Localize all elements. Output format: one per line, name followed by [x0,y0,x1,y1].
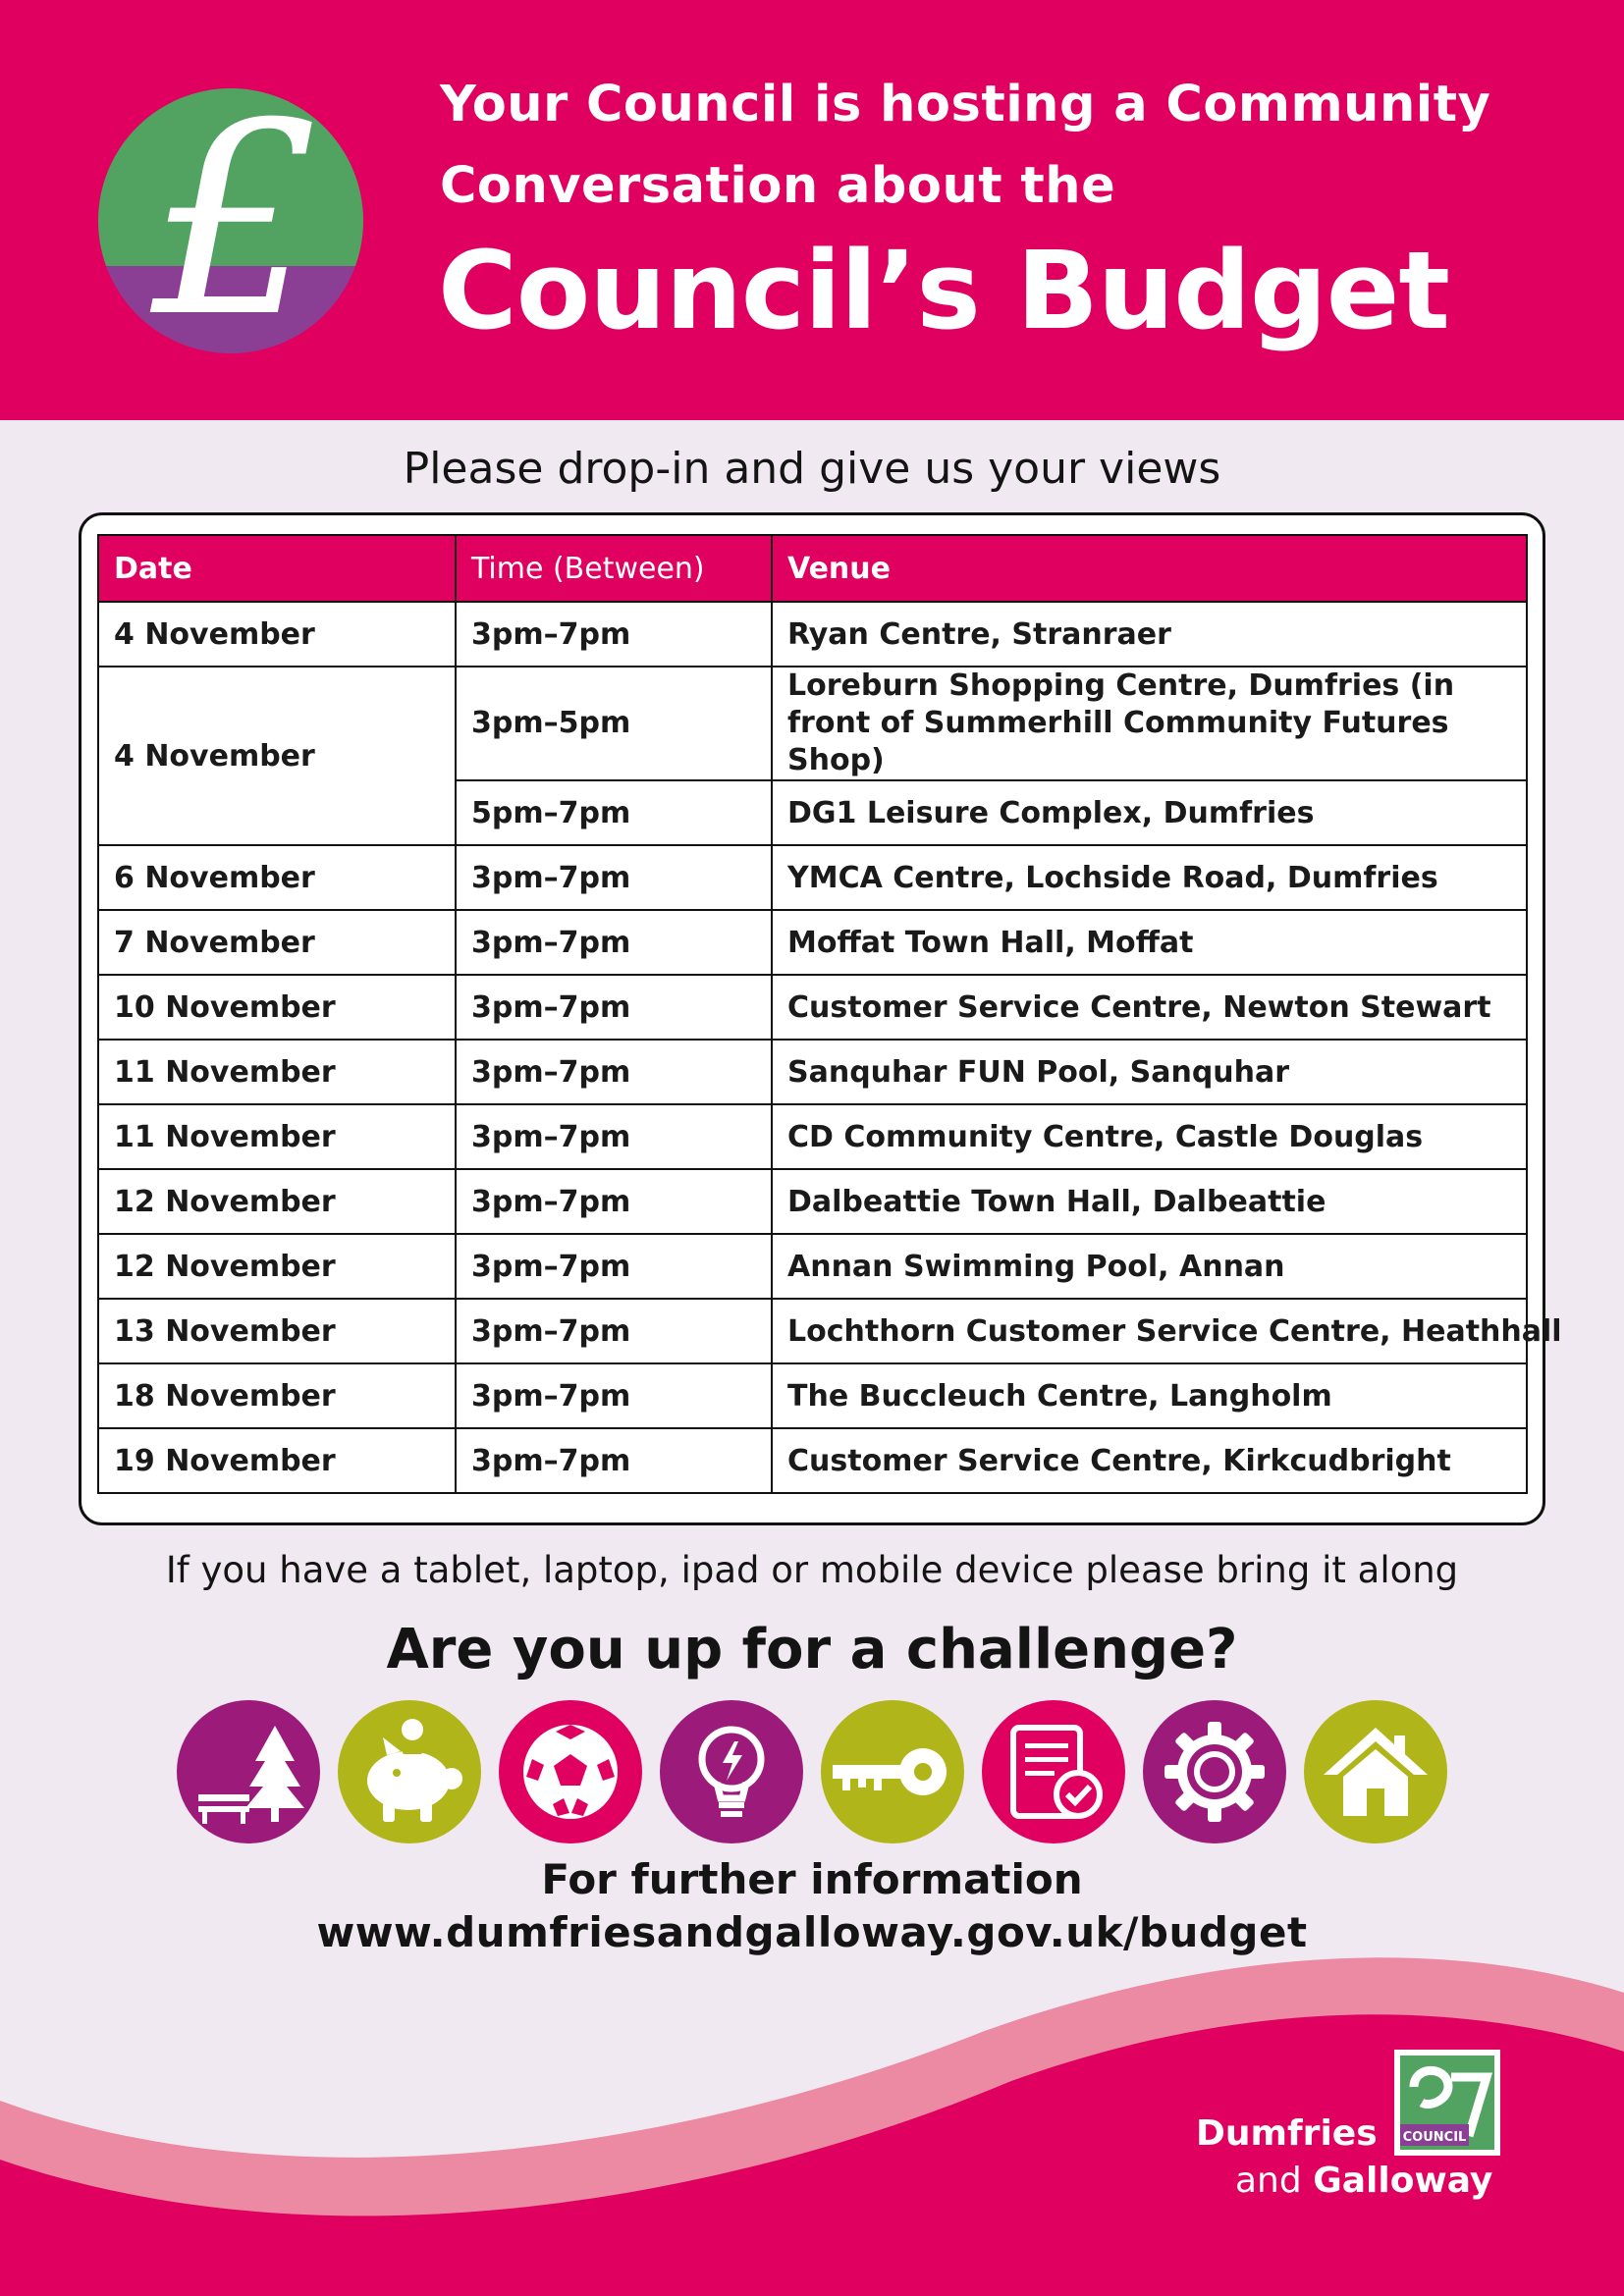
time-cell: 3pm–7pm [456,1363,772,1428]
time-cell: 3pm–7pm [456,602,772,667]
time-cell: 3pm–7pm [456,1299,772,1363]
page-title: Council’s Budget [438,228,1449,353]
venue-cell: Loreburn Shopping Centre, Dumfries (in front of Summerhill Community Futures Shop) [772,667,1527,780]
further-info-heading: For further information [541,1855,1083,1903]
house-icon [1304,1700,1447,1843]
venue-cell: DG1 Leisure Complex, Dumfries [772,780,1527,845]
brand-name-line-2 [1235,2161,1492,2201]
date-cell: 13 November [98,1299,456,1363]
table-header-row [98,535,1527,602]
subheading: Please drop-in and give us your views [403,444,1221,494]
time-cell: 3pm–7pm [456,845,772,910]
brand-galloway: Galloway [1313,2161,1493,2201]
document-check-icon [982,1700,1125,1843]
venue-cell: Dalbeattie Town Hall, Dalbeattie [772,1169,1527,1234]
lightbulb-icon [660,1700,803,1843]
date-cell: 18 November [98,1363,456,1428]
time-cell: 3pm–7pm [456,1040,772,1104]
date-cell: 12 November [98,1234,456,1299]
table-row [98,845,1527,910]
table-row [98,1169,1527,1234]
header-line-1: Your Council is hosting a Community [440,76,1491,133]
header-line-2: Conversation about the [440,157,1116,215]
date-cell: 12 November [98,1169,456,1234]
date-cell: 10 November [98,975,456,1040]
column-header-venue: Venue [772,535,1527,602]
schedule-table [97,534,1562,1494]
table-row [98,1104,1527,1169]
council-logo-text: COUNCIL [1402,2130,1467,2145]
column-header-time: Time (Between) [456,535,772,602]
date-cell: 6 November [98,845,456,910]
time-cell: 3pm–5pm [456,667,772,780]
device-note: If you have a tablet, laptop, ipad or mobile device please bring it along [165,1549,1459,1591]
time-cell: 3pm–7pm [456,1169,772,1234]
gear-icon [1143,1700,1286,1843]
park-bench-tree-icon [177,1700,320,1843]
time-cell: 3pm–7pm [456,910,772,975]
venue-cell: Lochthorn Customer Service Centre, Heathhall [772,1299,1527,1363]
time-cell: 5pm–7pm [456,780,772,845]
table-row [98,667,1527,780]
table-row [98,910,1527,975]
piggy-bank-icon [338,1700,481,1843]
venue-cell: Customer Service Centre, Newton Stewart [772,975,1527,1040]
venue-cell: Ryan Centre, Stranraer [772,602,1527,667]
brand-name-line-1: Dumfries [1196,2113,1378,2154]
website-link[interactable]: www.dumfriesandgalloway.gov.uk/budget [316,1908,1308,1956]
football-icon [499,1700,642,1843]
date-cell: 4 November [98,667,456,845]
date-cell: 7 November [98,910,456,975]
time-cell: 3pm–7pm [456,1104,772,1169]
pound-logo [98,88,363,353]
challenge-heading: Are you up for a challenge? [386,1618,1238,1682]
table-row [98,602,1527,667]
date-cell: 19 November [98,1428,456,1493]
table-row [98,1299,1527,1363]
venue-cell: Customer Service Centre, Kirkcudbright [772,1428,1527,1493]
venue-cell: The Buccleuch Centre, Langholm [772,1363,1527,1428]
column-header-date: Date [98,535,456,602]
table-row [98,1040,1527,1104]
table-row [98,1428,1527,1493]
header-banner [0,0,1624,420]
footer-wave [0,1924,1624,2296]
key-icon [821,1700,964,1843]
venue-cell: Annan Swimming Pool, Annan [772,1234,1527,1299]
venue-cell: Moffat Town Hall, Moffat [772,910,1527,975]
brand-and: and [1235,2161,1302,2201]
date-cell: 4 November [98,602,456,667]
date-cell: 11 November [98,1104,456,1169]
venue-cell: YMCA Centre, Lochside Road, Dumfries [772,845,1527,910]
table-row [98,1234,1527,1299]
time-cell: 3pm–7pm [456,1428,772,1493]
venue-cell: Sanquhar FUN Pool, Sanquhar [772,1040,1527,1104]
time-cell: 3pm–7pm [456,975,772,1040]
table-row [98,1363,1527,1428]
time-cell: 3pm–7pm [456,1234,772,1299]
table-row [98,975,1527,1040]
venue-cell: CD Community Centre, Castle Douglas [772,1104,1527,1169]
date-cell: 11 November [98,1040,456,1104]
council-logo [1392,2048,1502,2162]
pound-symbol: £ [151,88,320,353]
